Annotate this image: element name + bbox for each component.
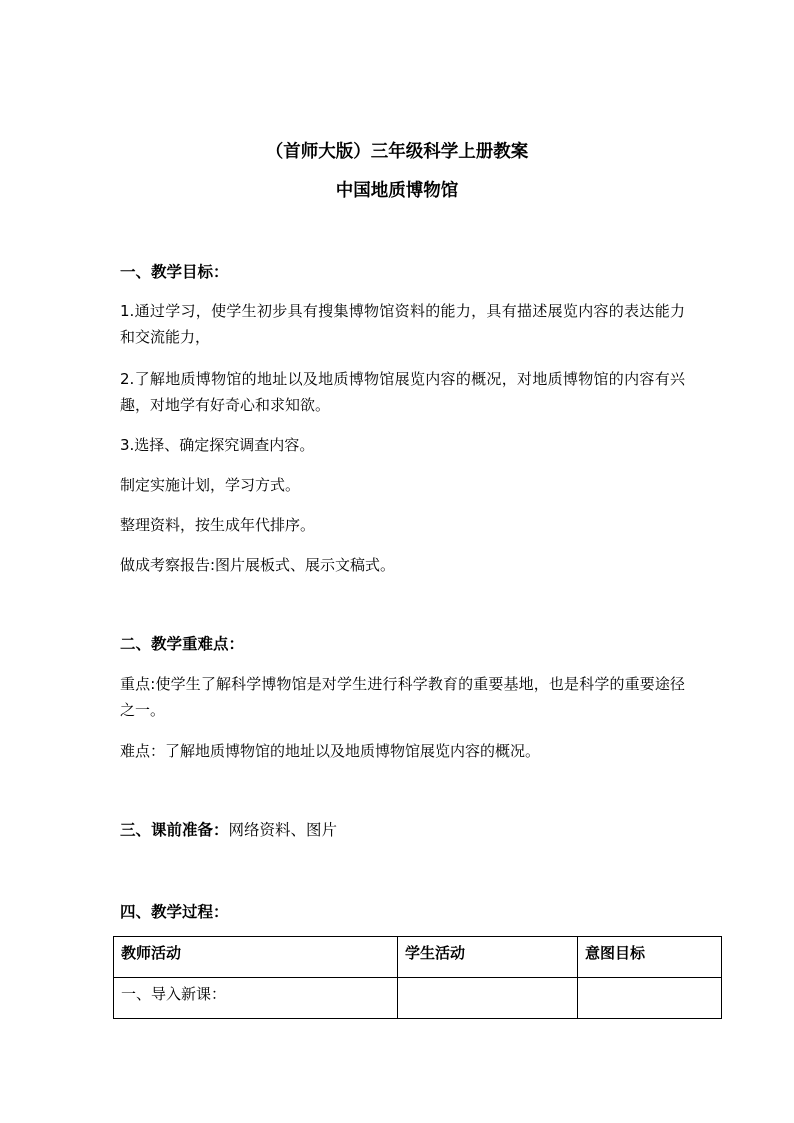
- preparation-content: 网络资料、图片: [228, 821, 338, 839]
- objective-item-1: 1.通过学习，使学生初步具有搜集博物馆资料的能力，具有描述展览内容的表达能力和交流能力，: [120, 302, 685, 346]
- objective-item-2: 2.了解地质博物馆的地址以及地质博物馆展览内容的概况，对地质博物馆的内容有兴趣，对地学有好奇心和求知欲。: [120, 370, 685, 414]
- table-cell: [578, 978, 722, 1019]
- header-student-activity: 学生活动: [398, 937, 578, 978]
- difficult-point: 难点：了解地质博物馆的地址以及地质博物馆展览内容的概况。: [120, 742, 541, 760]
- document-subtitle: 中国地质博物馆: [335, 181, 459, 201]
- section-3-heading: [120, 820, 337, 840]
- header-intended-goal: 意图目标: [578, 937, 722, 978]
- objective-item-3: 3.选择、确定探究调查内容。: [120, 436, 315, 454]
- table-cell: 一、导入新课：: [114, 978, 398, 1019]
- section-3-label: 三、课前准备：: [120, 821, 229, 839]
- document-title: （首师大版）三年级科学上册教案: [265, 142, 529, 162]
- header-teacher-activity: 教师活动: [114, 937, 398, 978]
- teaching-process-table: [113, 936, 722, 1019]
- section-1-heading: 一、教学目标：: [120, 263, 229, 281]
- objective-item-6: 做成考察报告:图片展板式、展示文稿式。: [120, 556, 396, 574]
- table-cell: [398, 978, 578, 1019]
- table-row: [114, 978, 722, 1019]
- table-header-row: [114, 937, 722, 978]
- objective-item-5: 整理资料，按生成年代排序。: [120, 516, 316, 534]
- key-point: 重点:使学生了解科学博物馆是对学生进行科学教育的重要基地，也是科学的重要途径之一。: [120, 675, 685, 719]
- section-2-heading: 二、教学重难点：: [120, 635, 245, 653]
- section-4-heading: 四、教学过程：: [120, 903, 229, 921]
- objective-item-4: 制定实施计划，学习方式。: [120, 476, 301, 494]
